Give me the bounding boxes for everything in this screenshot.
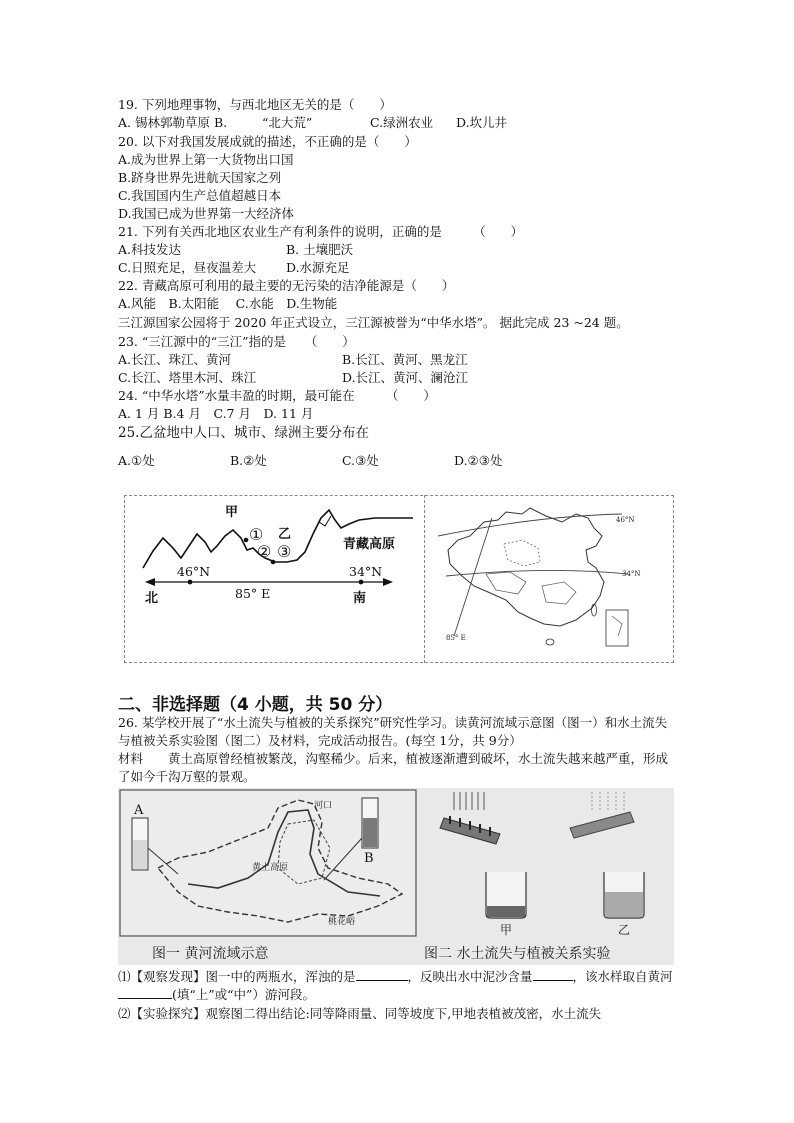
rain-left bbox=[454, 792, 484, 810]
q24-options: A. 1 月 B.4 月 C.7 月 D. 11 月 bbox=[118, 406, 314, 421]
axis-arrow-left bbox=[145, 578, 155, 586]
q19-stem: 19. 下列地理事物，与西北地区无关的是（ ） bbox=[118, 97, 392, 112]
q21-option-a: A.科技发达 bbox=[118, 242, 182, 257]
inset-content bbox=[612, 616, 622, 636]
label-qinghai-tibet-plateau: 青藏高原 bbox=[343, 537, 396, 552]
task-1-part-c: ，该水样取自黄河 bbox=[572, 969, 673, 984]
beaker-jia-water bbox=[487, 906, 525, 917]
label-hekou: 河口 bbox=[314, 801, 333, 811]
yellow-river-basin-map bbox=[118, 788, 418, 938]
q19-option-d: D.坎儿井 bbox=[456, 115, 508, 130]
answer-blank-2[interactable] bbox=[533, 968, 573, 981]
q23-option-d: D.长江、黄河、澜沧江 bbox=[342, 370, 469, 385]
mountain-inner bbox=[313, 516, 331, 534]
q26-intro: 26. 某学校开展了“水土流失与植被的关系探究”研究性学习。读黄河流域示意图（图一）和水土流失与植被关系实验图（图二）及材料，完成活动报告。(每空 1分，共 9分） bbox=[118, 715, 668, 748]
label-map-34n: 34°N bbox=[622, 570, 641, 578]
material-text: 材料 黄土高原曾经植被繁茂，沟壑稀少。后来，植被逐渐遭到破坏，水土流失越来越严重，形成了如今千沟万壑的景观。 bbox=[118, 751, 669, 784]
bottle-b-water bbox=[363, 818, 377, 847]
q25-option-a: A.①处 bbox=[118, 453, 155, 468]
label-beaker-yi: 乙 bbox=[618, 923, 631, 937]
marker-basin-point bbox=[271, 560, 276, 565]
q23-option-a: A.长江、珠江、黄河 bbox=[118, 352, 232, 367]
south-china-sea-inset bbox=[606, 610, 628, 646]
answer-blank-1[interactable] bbox=[356, 968, 408, 981]
rain-right bbox=[592, 792, 624, 810]
label-lat-34n: 34°N bbox=[349, 564, 383, 579]
q21-option-c: C.日照充足，昼夜温差大 bbox=[118, 260, 257, 275]
figure-photo bbox=[118, 788, 674, 965]
lat-46n-line bbox=[438, 514, 622, 536]
bare-slope bbox=[570, 812, 634, 838]
label-bottle-a: A bbox=[134, 803, 144, 818]
passage-sanjiangyuan: 三江源国家公园将于 2020 年正式设立，三江源被誉为“中华水塔”。 据此完成 23 ~24 题。 bbox=[118, 315, 629, 330]
label-longitude: 85° E bbox=[235, 586, 271, 601]
figure-divider bbox=[424, 495, 425, 663]
label-loess-plateau: 黄土高原 bbox=[252, 863, 289, 873]
erosion-experiment-figure bbox=[420, 788, 674, 938]
label-beaker-jia: 甲 bbox=[500, 923, 513, 937]
label-taohuayu: 桃花峪 bbox=[328, 917, 356, 927]
task-2: ⑵【实验探究】观察图二得出结论:同等降雨量、同等坡度下,甲地表植被茂密，水土流失 bbox=[118, 1006, 602, 1021]
china-map-figure bbox=[426, 496, 673, 662]
label-south: 南 bbox=[353, 591, 367, 606]
figure-1-caption: 图一 黄河流域示意 bbox=[152, 946, 269, 962]
task-1 bbox=[118, 968, 678, 1004]
label-map-85e: 85° E bbox=[446, 634, 466, 642]
q25-option-b: B.②处 bbox=[230, 453, 267, 468]
inner-region-2 bbox=[486, 572, 526, 594]
island-hainan bbox=[546, 639, 554, 645]
q20-option-a: A.成为世界上第一大货物出口国 bbox=[118, 152, 294, 167]
q19-option-a: A. 锡林郭勒草原 B. bbox=[118, 115, 228, 130]
label-circle-3: ③ bbox=[277, 542, 292, 561]
q21-stem: 21. 下列有关西北地区农业生产有利条件的说明，正确的是 （ ） bbox=[118, 224, 524, 239]
beaker-yi-water bbox=[605, 892, 643, 917]
task-1-part-b: ，反映出水中泥沙含量 bbox=[407, 969, 533, 984]
q24-stem: 24. “中华水塔”水量丰盈的时期，最可能在 （ ） bbox=[118, 388, 436, 403]
q25-option-d: D.②③处 bbox=[454, 453, 503, 468]
q20-option-b: B.跻身世界先进航天国家之列 bbox=[118, 170, 282, 185]
q23-option-b: B.长江、黄河、黑龙江 bbox=[342, 352, 468, 367]
china-outline bbox=[448, 508, 604, 626]
q22-options: A.风能 B.太阳能 C.水能 D.生物能 bbox=[118, 296, 338, 311]
terrain-profile-figure bbox=[125, 496, 423, 662]
answer-blank-3[interactable] bbox=[118, 986, 172, 999]
q19-option-c: C.绿洲农业 bbox=[370, 115, 434, 130]
label-jia: 甲 bbox=[225, 505, 239, 520]
bottle-a-water bbox=[133, 840, 147, 869]
q21-option-d: D.水源充足 bbox=[286, 260, 350, 275]
q23-stem: 23. “三江源中的“三江”指的是 （ ） bbox=[118, 334, 355, 349]
label-map-46n: 46°N bbox=[616, 516, 635, 524]
q20-stem: 20. 以下对我国发展成就的描述，不正确的是（ ） bbox=[118, 134, 417, 149]
task-1-part-d: (填“上”或“中”）游河段。 bbox=[172, 987, 315, 1002]
label-circle-2: ② bbox=[257, 542, 272, 561]
axis-arrow-right bbox=[383, 578, 393, 586]
label-yi: 乙 bbox=[278, 527, 292, 542]
q20-option-d: D.我国已成为世界第一大经济体 bbox=[118, 206, 295, 221]
lon-85e-line bbox=[454, 518, 492, 636]
q22-stem: 22. 青藏高原可利用的最主要的无污染的洁净能源是（ ） bbox=[118, 278, 455, 293]
label-bottle-b: B bbox=[364, 851, 374, 866]
q25-option-c: C.③处 bbox=[342, 453, 379, 468]
task-1-part-a: ⑴【观察发现】图一中的两瓶水，浑浊的是 bbox=[118, 969, 356, 984]
section-2-title: 二、非选择题（4 小题，共 50 分） bbox=[118, 695, 393, 715]
figure-2-caption: 图二 水土流失与植被关系实验 bbox=[424, 946, 611, 962]
marker-jia-point bbox=[244, 538, 249, 543]
q20-option-c: C.我国国内生产总值超越日本 bbox=[118, 188, 282, 203]
inner-region-3 bbox=[542, 582, 576, 604]
q21-option-b: B. 土壤肥沃 bbox=[286, 242, 354, 257]
label-circle-1: ① bbox=[249, 525, 264, 544]
q25-stem: 25.乙盆地中人口、城市、绿洲主要分布在 bbox=[118, 425, 369, 441]
label-lat-46n: 46°N bbox=[177, 564, 211, 579]
inner-region-1 bbox=[504, 540, 540, 566]
q23-option-c: C.长江、塔里木河、珠江 bbox=[118, 370, 257, 385]
label-north: 北 bbox=[145, 591, 159, 606]
q19-option-b: “北大荒” bbox=[262, 115, 313, 130]
